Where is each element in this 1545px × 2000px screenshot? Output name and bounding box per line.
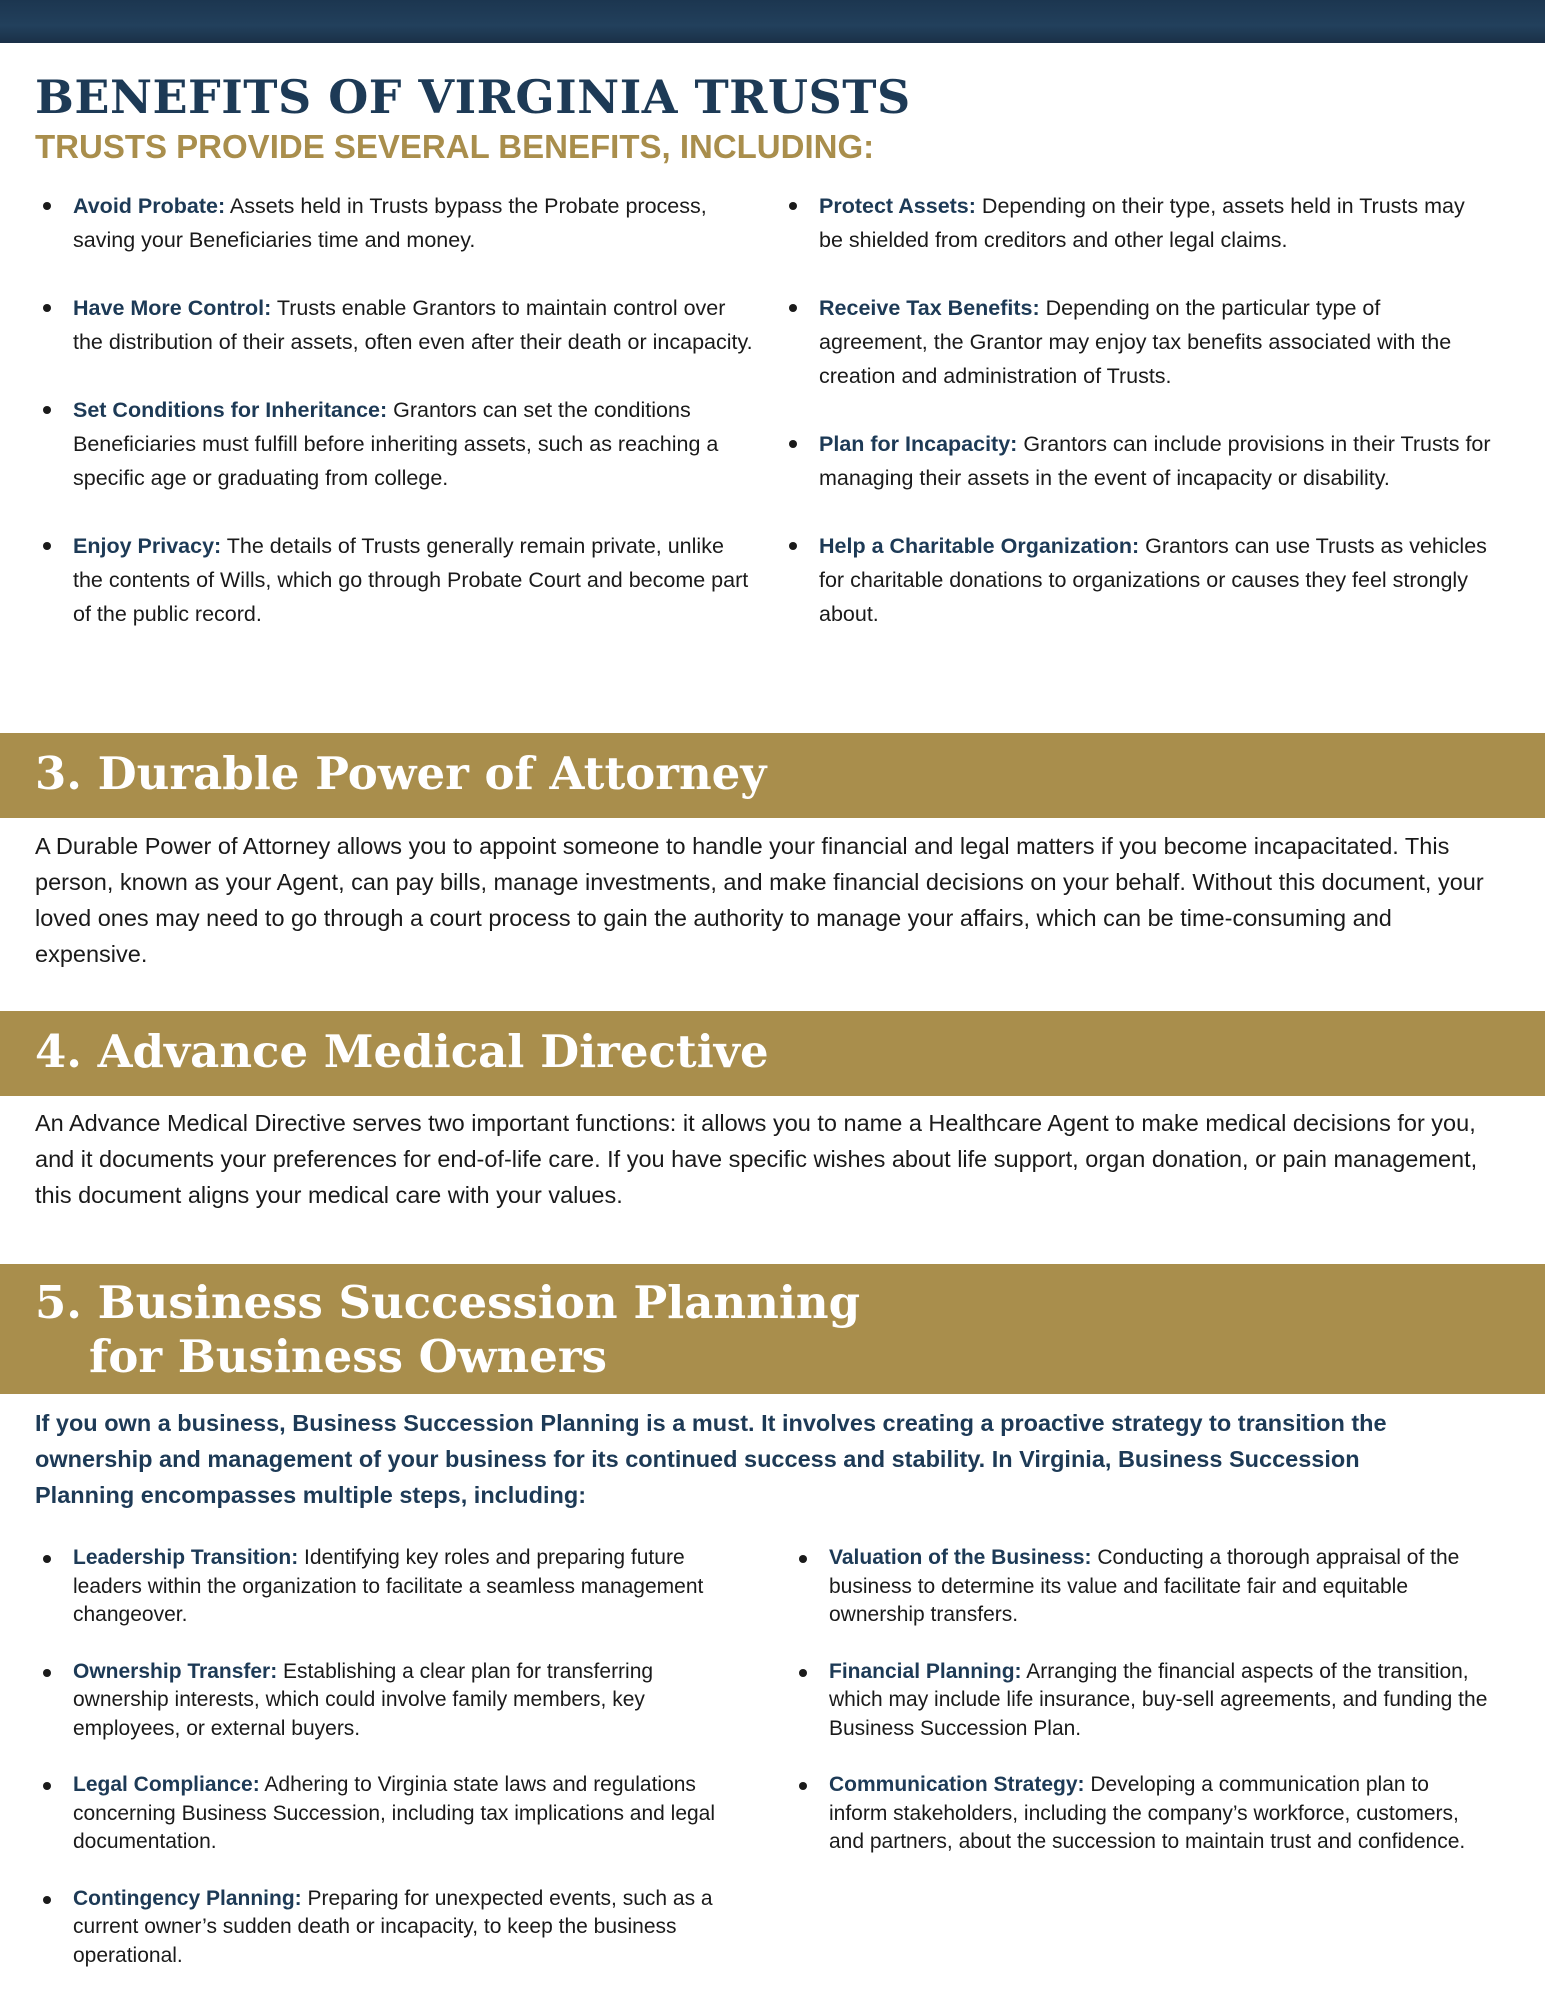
list-item-term: Leadership Transition: — [73, 1546, 299, 1569]
section-5-heading — [35, 1276, 860, 1384]
trust-benefits-right-list — [781, 189, 1491, 665]
list-item — [791, 1771, 1491, 1857]
list-item-text: Arranging the financial aspects of the transition, which may include life insurance, buy-sell agreements, and funding the Business Succession Plan. — [829, 1659, 1488, 1740]
list-item-text: Depending on the particular type of agreement, the Grantor may enjoy tax benefits associated with the creation and administration of Trusts. — [819, 296, 1452, 388]
section-3-body: A Durable Power of Attorney allows you to appoint someone to handle your financial and legal matters if you become incapacitated. This person, known as your Agent, can pay bills, manage investments, and make financial decisions on your behalf. Without this document, your loved ones may need to go through a court process to gain the authority to manage your affairs, which can be time-consuming and expensive. — [35, 833, 1484, 967]
list-item — [791, 1658, 1491, 1744]
header-band — [0, 0, 1545, 43]
list-item-term: Set Conditions for Inheritance: — [73, 398, 388, 422]
succession-steps-right-list — [791, 1544, 1491, 1885]
section-3-heading: 3. Durable Power of Attorney — [35, 747, 767, 800]
list-item-text: Grantors can include provisions in their Trusts for managing their assets in the event of incapacity or disability. — [819, 432, 1491, 490]
list-item-term: Contingency Planning: — [73, 1886, 302, 1910]
list-item — [781, 189, 1491, 257]
list-item — [35, 189, 755, 257]
section-5-heading-line1: 5. Business Succession Planning — [35, 1276, 861, 1329]
list-item — [35, 1771, 735, 1857]
section-4-body: An Advance Medical Directive serves two important functions: it allows you to name a Healthcare Agent to make medical decisions for you, and it documents your preferences for end-of-life care. If you have specific wishes about life support, organ donation, or pain management, this document aligns your medical care with your values. — [35, 1110, 1478, 1208]
list-item — [791, 1544, 1491, 1630]
list-item — [35, 1544, 735, 1630]
section-4-heading: 4. Advance Medical Directive — [35, 1025, 769, 1078]
section-4-banner — [0, 1011, 1545, 1096]
list-item-term: Protect Assets: — [819, 194, 976, 218]
list-item-term: Valuation of the Business: — [829, 1546, 1092, 1569]
list-item-text: Establishing a clear plan for transferring ownership interests, which could involve family members, key employees, or external buyers. — [73, 1659, 654, 1740]
list-item-term: Legal Compliance: — [73, 1773, 260, 1796]
list-item-text: Grantors can set the conditions Beneficiaries must fulfill before inheriting assets, such as reaching a specific age or graduating from college. — [73, 398, 719, 490]
section-3-banner — [0, 733, 1545, 818]
list-item — [35, 291, 755, 359]
list-item-text: Assets held in Trusts bypass the Probate process, saving your Beneficiaries time and money. — [73, 194, 707, 252]
list-item-text: Adhering to Virginia state laws and regulations concerning Business Succession, including tax implications and legal documentation. — [73, 1773, 716, 1853]
list-item — [781, 291, 1491, 393]
list-item-term: Receive Tax Benefits: — [819, 296, 1040, 320]
list-item-term: Enjoy Privacy: — [73, 534, 222, 558]
section-5-banner — [0, 1264, 1545, 1394]
list-item — [35, 393, 755, 495]
list-item-term: Have More Control: — [73, 296, 272, 320]
list-item-term: Communication Strategy: — [829, 1773, 1085, 1796]
list-item-term: Plan for Incapacity: — [819, 432, 1018, 456]
page-title: BENEFITS OF VIRGINIA TRUSTS — [35, 70, 911, 124]
list-item-text: Identifying key roles and preparing future leaders within the organization to facilitate a seamless management changeover. — [73, 1546, 704, 1626]
list-item — [781, 427, 1491, 495]
succession-steps-left-list — [35, 1544, 735, 1998]
list-item — [35, 1658, 735, 1744]
list-item-text: Preparing for unexpected events, such as a current owner’s sudden death or incapacity, to keep the business operational. — [73, 1886, 713, 1967]
list-item-term: Ownership Transfer: — [73, 1659, 278, 1683]
list-item-text: Grantors can use Trusts as vehicles for charitable donations to organizations or causes they feel strongly about. — [819, 534, 1487, 626]
list-item-text: The details of Trusts generally remain private, unlike the contents of Wills, which go through Probate Court and become part of the public record. — [73, 534, 749, 626]
section-5-heading-line2: for Business Owners — [89, 1330, 607, 1383]
list-item-text: Depending on their type, assets held in Trusts may be shielded from creditors and other legal claims. — [819, 194, 1465, 252]
list-item — [35, 1885, 735, 1971]
page-subtitle: TRUSTS PROVIDE SEVERAL BENEFITS, INCLUDING: — [35, 128, 875, 165]
list-item-term: Financial Planning: — [829, 1659, 1022, 1683]
list-item — [781, 529, 1491, 631]
list-item-text: Developing a communication plan to inform stakeholders, including the company’s workforce, customers, and partners, about the succession to maintain trust and confidence. — [829, 1773, 1466, 1853]
list-item-text: Trusts enable Grantors to maintain control over the distribution of their assets, often even after their death or incapacity. — [73, 296, 753, 354]
list-item-term: Help a Charitable Organization: — [819, 534, 1140, 558]
section-5-intro: If you own a business, Business Succession Planning is a must. It involves creating a proactive strategy to transition the ownership and management of your business for its continued success and stability. In Virginia, Business Succession Planning encompasses multiple steps, including: — [35, 1410, 1387, 1508]
list-item-text: Conducting a thorough appraisal of the business to determine its value and facilitate fair and equitable ownership transfers. — [829, 1546, 1460, 1626]
trust-benefits-left-list — [35, 189, 755, 665]
list-item-term: Avoid Probate: — [73, 194, 226, 218]
list-item — [35, 529, 755, 631]
